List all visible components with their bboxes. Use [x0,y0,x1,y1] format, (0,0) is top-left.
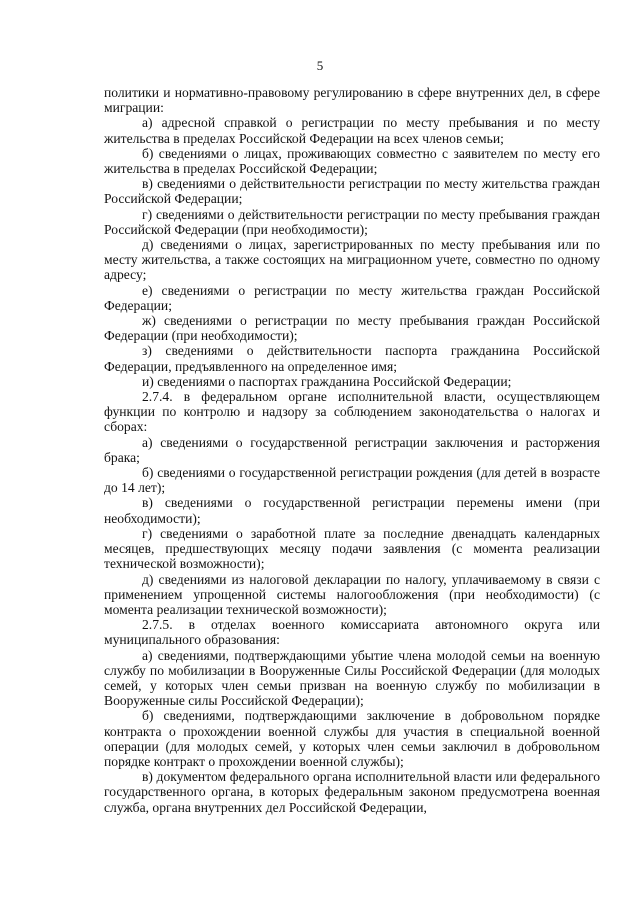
paragraph-item-a: а) адресной справкой о регистрации по месту пребывания и по месту жительства в пределах Российской Федерации на всех членов семьи; [104,115,600,146]
paragraph-item-a: а) сведениями о государственной регистрации заключения и расторжения брака; [104,434,600,465]
paragraph-item-g: г) сведениями о действительности регистрации по месту пребывания граждан Российской Федерации (при необходимости); [104,206,600,237]
paragraph-section-2-7-5: 2.7.5. в отделах военного комиссариата автономного округа или муниципального образования: [104,617,600,648]
paragraph-item-z: з) сведениями о действительности паспорта гражданина Российской Федерации, предъявленного на определенное имя; [104,343,600,374]
paragraph-item-d: д) сведениями о лицах, зарегистрированных по месту пребывания или по месту жительства, а также состоящих на миграционном учете, совместно по одному адресу; [104,237,600,283]
paragraph-item-zh: ж) сведениями о регистрации по месту пребывания граждан Российской Федерации (при необходимости); [104,313,600,344]
paragraph-item-e: е) сведениями о регистрации по месту жительства граждан Российской Федерации; [104,282,600,313]
paragraph-item-i: и) сведениями о паспортах гражданина Российской Федерации; [142,373,512,389]
paragraph-item-b: б) сведениями о лицах, проживающих совместно с заявителем по месту его жительства в пределах Российской Федерации; [104,145,600,177]
paragraph-item-b: б) сведениями о государственной регистрации рождения (для детей в возрасте до 14 лет); [104,465,600,496]
paragraph-item-v: в) сведениями о действительности регистрации по месту жительства граждан Российской Федерации; [104,176,600,207]
paragraph-item-v: в) сведениями о государственной регистрации перемены имени (при необходимости); [104,495,600,526]
paragraph-item-g: г) сведениями о заработной плате за последние двенадцать календарных месяцев, предшествующих месяцу подачи заявления (с момента реализации технической возможности); [104,525,600,572]
paragraph-item-b: б) сведениями, подтверждающими заключение в добровольном порядке контракта о прохождении военной службы для участия в специальной военной операции (для молодых семей, у которых член семьи заключил в добровольном порядке контракт о прохождении военной службы); [104,708,600,769]
paragraph-item-v: в) документом федерального органа исполнительной власти или федерального государственного органа, в которых федеральным законом предусмотрена военная служба, органа внутренних дел Российской Федерации, [104,769,600,815]
paragraph-item-d: д) сведениями из налоговой декларации по налогу, уплачиваемому в связи с применением упрощенной системы налогообложения (при необходимости) (с момента реализации технической возможности); [104,571,600,617]
document-body [104,85,600,815]
paragraph-continuation: политики и нормативно-правовому регулированию в сфере внутренних дел, в сфере миграции: [104,85,600,116]
paragraph-section-2-7-4: 2.7.4. в федеральном органе исполнительной власти, осуществляющем функции по контролю и надзору за соблюдением законодательства о налогах и сборах: [104,389,600,435]
paragraph-item-a: а) сведениями, подтверждающими убытие члена молодой семьи на военную службу по мобилизации в Вооруженные Силы Российской Федерации (для молодых семей, у которых член семьи призван на военную службу по мобилизации в Вооруженные силы Российской Федерации); [104,647,600,709]
page-number: 5 [316,58,324,73]
